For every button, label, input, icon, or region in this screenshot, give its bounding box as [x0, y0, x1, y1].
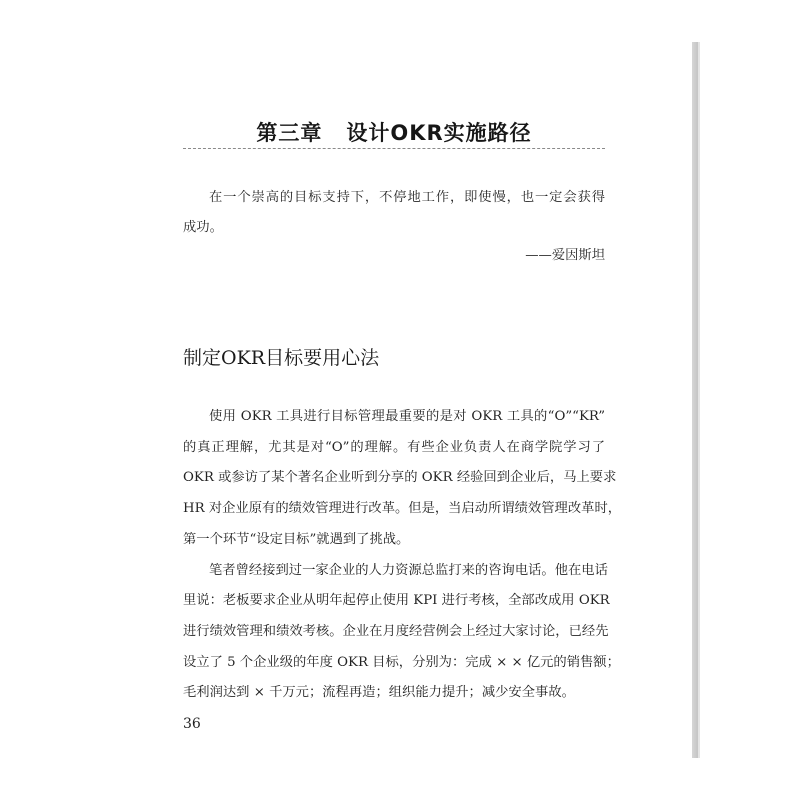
chapter-title-divider [183, 148, 605, 149]
paragraph-line: 使用 OKR 工具进行目标管理最重要的是对 OKR 工具的“O”“KR” [209, 409, 605, 424]
paragraph-line: 毛利润达到 × 千万元；流程再造；组织能力提升；减少安全事故。 [183, 685, 575, 701]
paragraph-line: 笔者曾经接到过一家企业的人力资源总监打来的咨询电话。他在电话 [209, 562, 608, 578]
chapter-number: 第三章 [256, 121, 323, 145]
section-title: 制定OKR目标要用心法 [183, 347, 380, 369]
page-edge-highlight [698, 42, 700, 758]
paragraph-line: 里说：老板要求企业从明年起停止使用 KPI 进行考核，全部改成用 OKR [183, 593, 610, 609]
epigraph-line: 在一个崇高的目标支持下，不停地工作，即使慢，也一定会获得 [209, 190, 605, 205]
epigraph-quote [183, 183, 605, 243]
paragraph-line: 设立了 5 个企业级的年度 OKR 目标，分别为：完成 × × 亿元的销售额； [183, 654, 620, 670]
epigraph-author: ——爱因斯坦 [525, 248, 605, 263]
paragraph-line: OKR 或参访了某个著名企业听到分享的 OKR 经验回到企业后，马上要求 [183, 470, 617, 486]
paragraph-line: 进行绩效管理和绩效考核。企业在月度经营例会上经过大家讨论，已经先 [183, 623, 609, 639]
body-text [183, 402, 622, 709]
paragraph-line: HR 对企业原有的绩效管理进行改革。但是，当启动所谓绩效管理改革时， [183, 501, 622, 517]
epigraph-line: 成功。 [183, 220, 223, 235]
paragraph-line: 的真正理解，尤其是对“O”的理解。有些企业负责人在商学院学习了 [183, 439, 605, 455]
chapter-title [183, 117, 605, 147]
chapter-name: 设计OKR实施路径 [346, 121, 532, 145]
paragraph-line: 第一个环节“设定目标”就遇到了挑战。 [183, 531, 410, 547]
page-number: 36 [183, 716, 201, 732]
